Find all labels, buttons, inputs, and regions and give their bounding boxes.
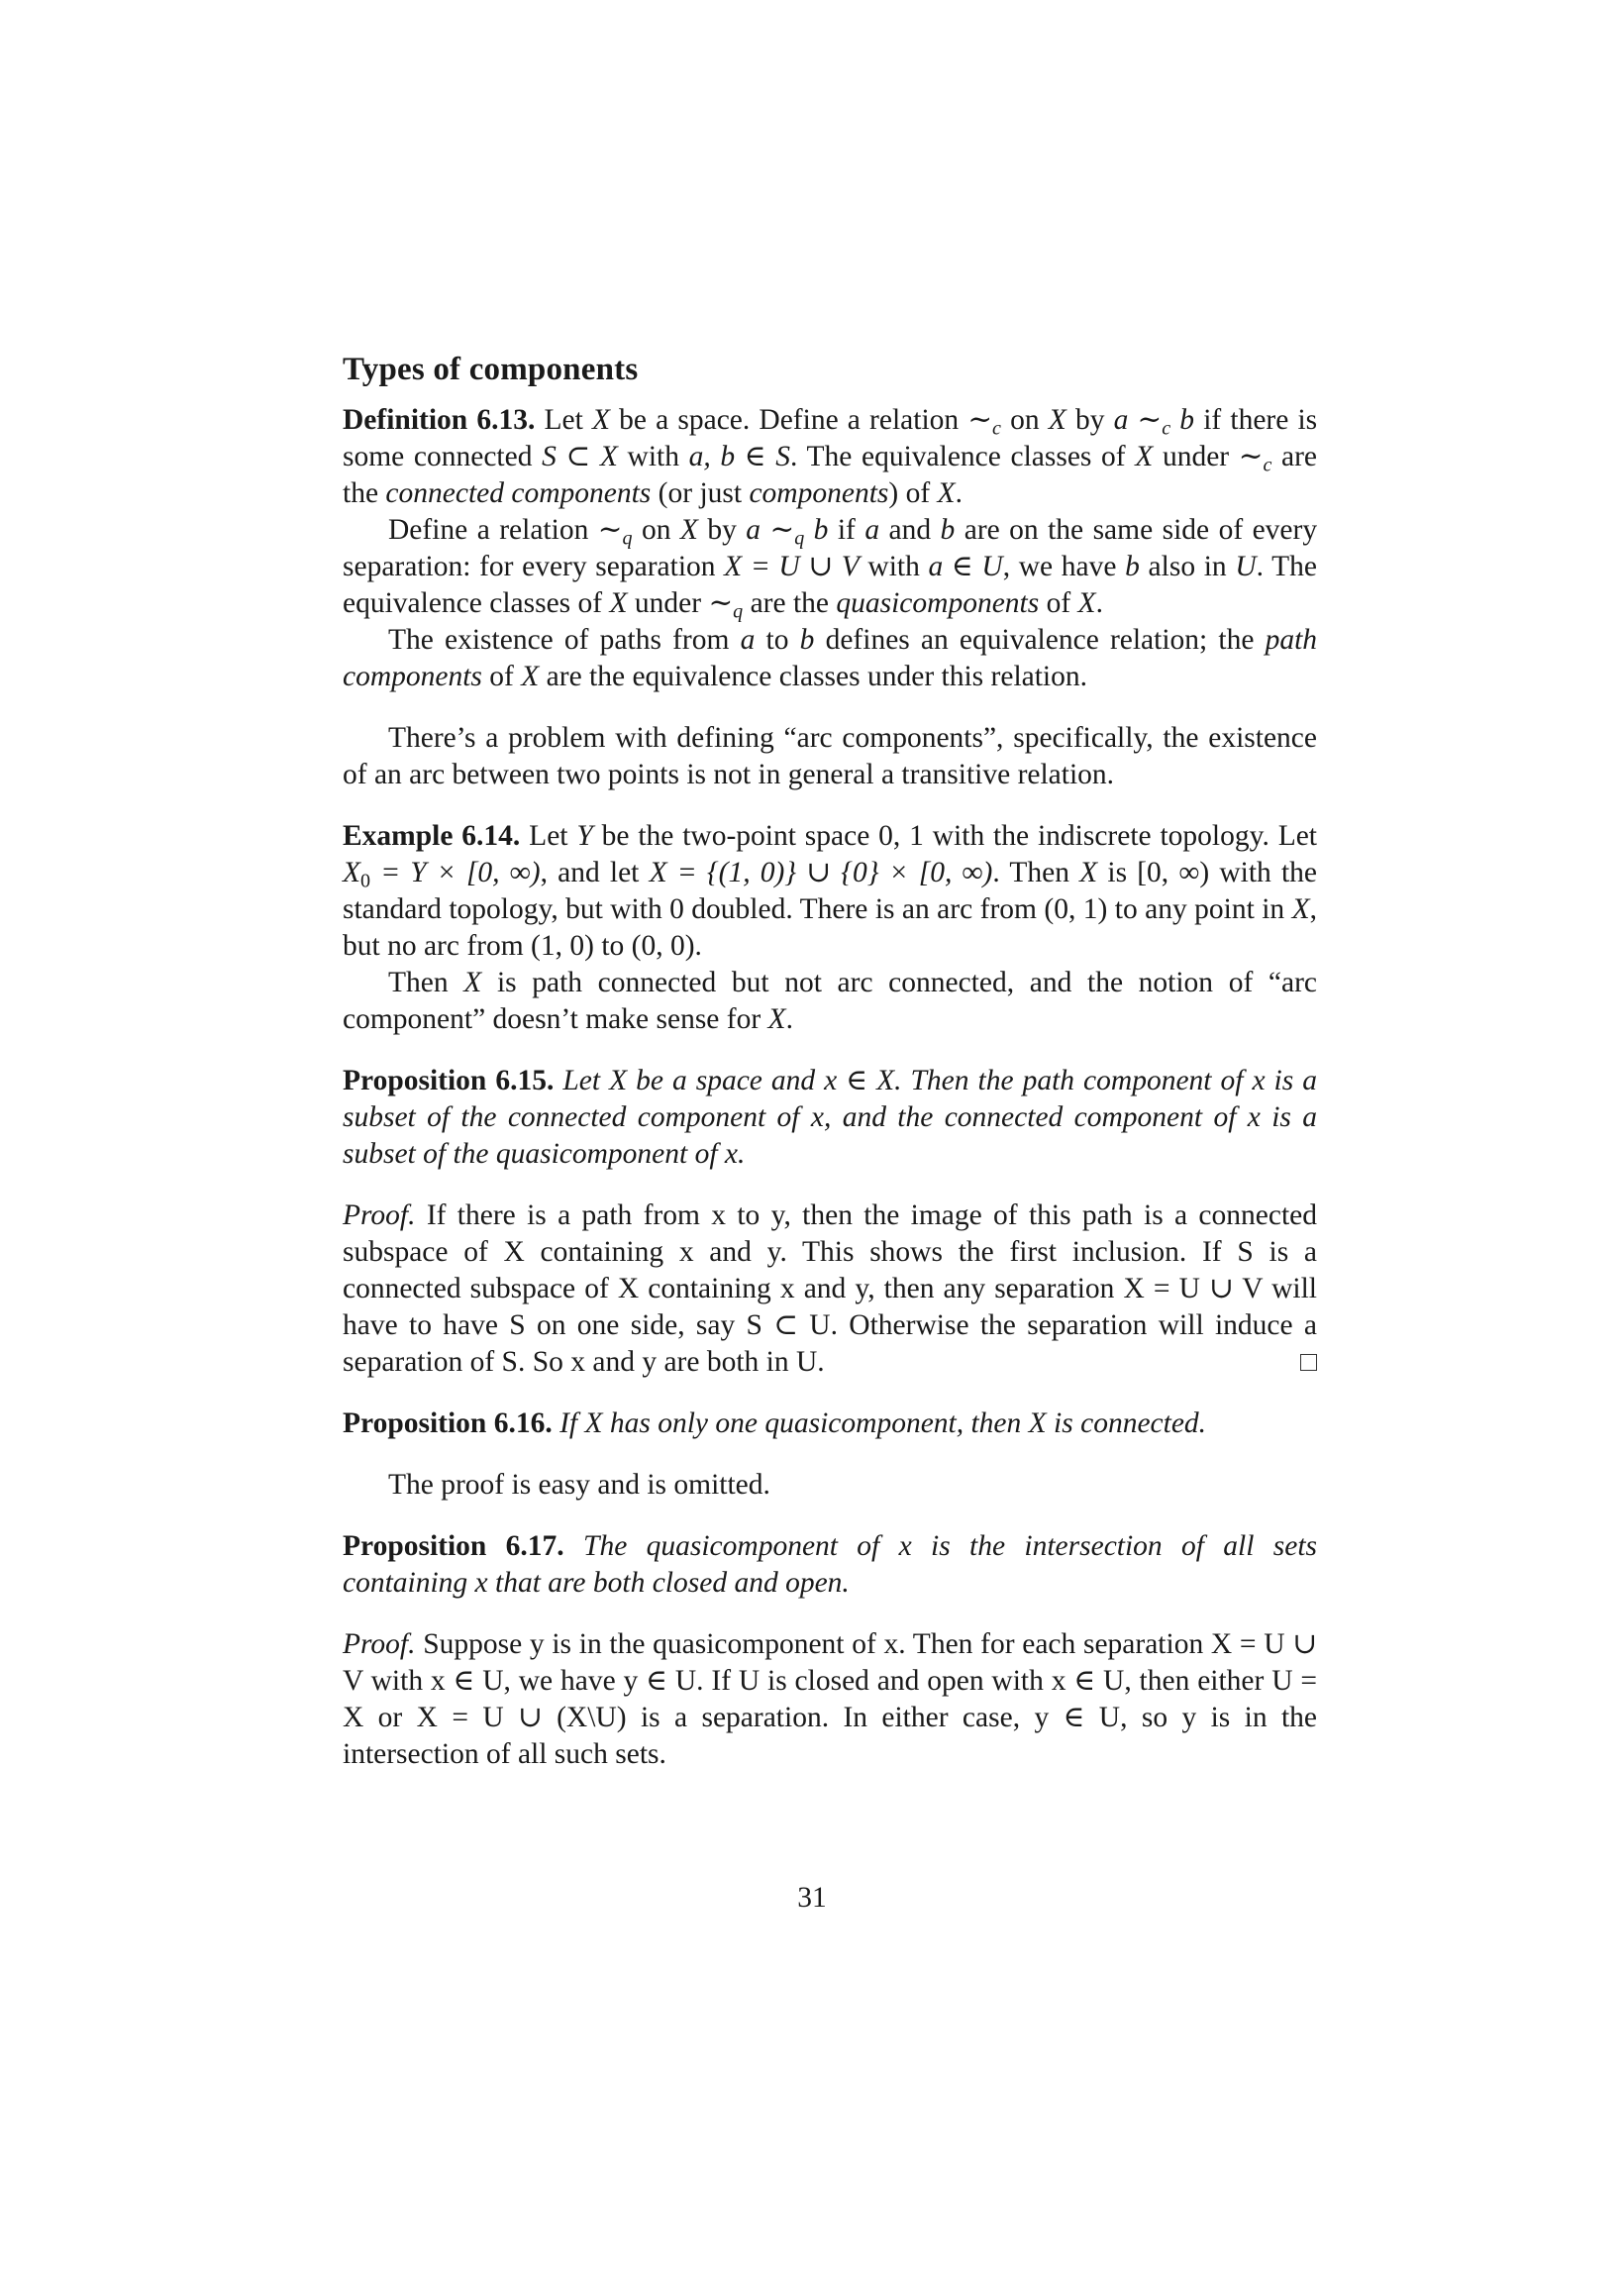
- example-heading: Example 6.14.: [343, 820, 521, 852]
- qed-box-icon: [1300, 1354, 1317, 1371]
- proof-6-17: [343, 1626, 1317, 1773]
- proposition-statement: Let X be a space and x ∈ X. Then the path component of x is a subset of the connected component of x, and the connected component of x is a subset of the quasicomponent of x.: [343, 1065, 1317, 1170]
- proposition-6-15: [343, 1063, 1317, 1173]
- definition-6-13: [343, 402, 1317, 695]
- definition-paragraph-2: Define a relation $\sim_q$ on X by a $\sim_q$ b if a and b are on the same side of every separation: for every separation X = U ∪ V with a ∈ U, we have b also in U. The equivalence classes of X under $\sim_q$ are the quasicomponents of X.: [343, 514, 1318, 623]
- proposition-statement: The quasicomponent of x is the intersection of all sets containing x that are both closed and open.: [343, 1530, 1318, 1599]
- proposition-statement: If X has only one quasicomponent, then X is connected.: [559, 1407, 1207, 1439]
- omitted-proof-note: The proof is easy and is omitted.: [388, 1469, 770, 1501]
- proof-heading: Proof.: [343, 1199, 416, 1231]
- proof-body: Suppose y is in the quasicomponent of x. Then for each separation X = U ∪ V with x ∈ U, we have y ∈ U. If U is closed and open with x ∈ U, then either U = X or X = U ∪ (X\U) is a separation. In either case, y ∈ U, so y is in the intersection of all such sets.: [343, 1628, 1318, 1770]
- proposition-heading: Proposition 6.17.: [343, 1530, 564, 1562]
- proposition-heading: Proposition 6.16.: [343, 1407, 553, 1439]
- proposition-heading: Proposition 6.15.: [343, 1065, 555, 1096]
- example-6-14: [343, 818, 1317, 1038]
- proof-heading: Proof.: [343, 1628, 416, 1660]
- definition-paragraph-1: Definition 6.13. Let X be a space. Define a relation $\sim_c$ on X by a $\sim_c$ b if there is some connected S ⊂ X with a, b ∈ S. The equivalence classes of X under $\sim_c$ are the connected components (or just components) of X.: [343, 404, 1318, 509]
- example-paragraph-1: Example 6.14. Let Y be the two-point space 0, 1 with the indiscrete topology. Let $X_0 = Y \times [0$, ∞), and let X = {(1, 0)} ∪ {0} × [0, ∞). Then X is [0, ∞) with the standard topology, but with 0 doubled. There is an arc from (0, 1) to any point in X, but no arc from (1, 0) to (0, 0).: [343, 820, 1318, 962]
- remark-paragraph: There’s a problem with defining “arc components”, specifically, the existence of an arc between two points is not in general a transitive relation.: [343, 722, 1317, 790]
- proof-6-15: [343, 1197, 1317, 1381]
- page-number: 31: [797, 1882, 827, 1914]
- page-content: [343, 349, 1317, 1773]
- definition-paragraph-3: The existence of paths from a to b defines an equivalence relation; the path components of X are the equivalence classes under this relation.: [343, 624, 1318, 692]
- proof-body: If there is a path from x to y, then the image of this path is a connected subspace of X containing x and y. This shows the first inclusion. If S is a connected subspace of X containing x and y, then any separation X = U ∪ V will have to have S on one side, say S ⊂ U. Otherwise the separation will induce a separation of S. So x and y are both in U.: [343, 1199, 1317, 1378]
- example-paragraph-2: Then X is path connected but not arc connected, and the notion of “arc component” doesn’t make sense for X.: [343, 967, 1318, 1035]
- section-title: Types of components: [343, 352, 639, 387]
- proposition-6-16: [343, 1405, 1317, 1442]
- definition-heading: Definition 6.13.: [343, 404, 536, 436]
- proposition-6-17: [343, 1528, 1317, 1602]
